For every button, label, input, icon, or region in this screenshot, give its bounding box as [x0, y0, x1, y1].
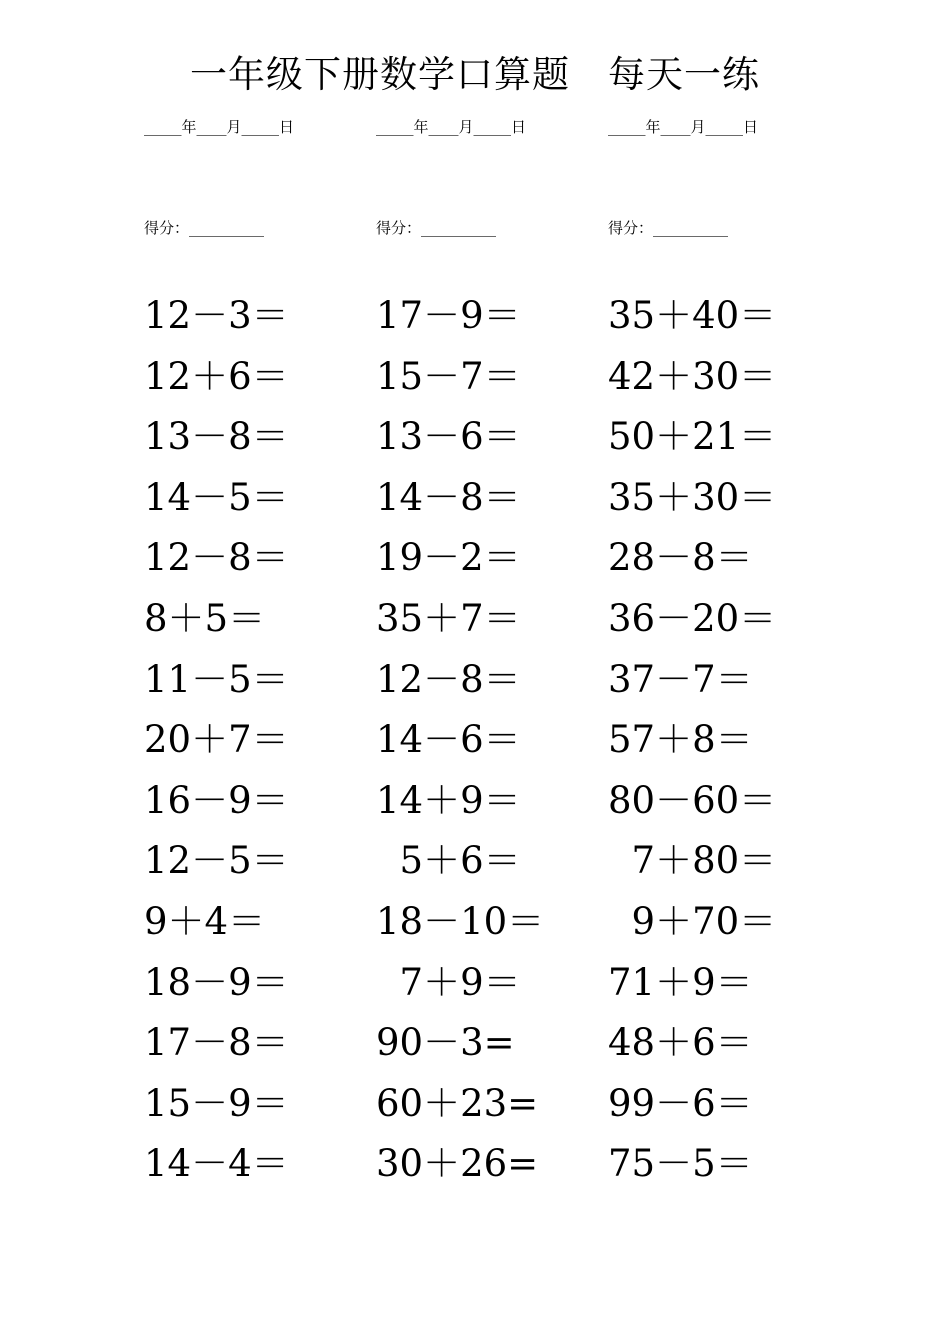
problem: 17－9＝: [376, 294, 521, 337]
problem: 18－10＝: [376, 899, 545, 943]
date-field-3[interactable]: _____年____月_____日: [608, 118, 759, 136]
problem: 99－6＝: [608, 1081, 753, 1125]
problem: 5＋6＝: [376, 839, 521, 883]
problem: 36－20＝: [608, 596, 777, 640]
problem: 15－7＝: [376, 354, 521, 398]
problem: 11－5＝: [144, 657, 289, 701]
problem: 20＋7＝: [144, 718, 289, 762]
problem: 9＋70＝: [608, 899, 777, 943]
problem: 15－9＝: [144, 1081, 289, 1125]
problem: 60＋23=: [376, 1081, 539, 1125]
problem: 13－6＝: [376, 415, 521, 459]
problem: 12－8＝: [376, 657, 521, 701]
problem-column-2: [376, 286, 606, 1195]
problem: 14－4＝: [144, 1142, 289, 1186]
problem: 90－3=: [376, 1021, 515, 1065]
problem: 57＋8＝: [608, 718, 753, 762]
problem: 14＋9＝: [376, 778, 521, 822]
problem: 19－2＝: [376, 536, 521, 580]
problem: 50＋21＝: [608, 415, 777, 459]
problem: 80－60＝: [608, 778, 777, 822]
problem: 30＋26=: [376, 1142, 539, 1186]
problem: 9＋4＝: [144, 899, 266, 943]
problem: 12－8＝: [144, 536, 289, 580]
problem: 14－8＝: [376, 475, 521, 519]
date-field-1[interactable]: _____年____月_____日: [144, 118, 295, 136]
score-field-1[interactable]: 得分：__________: [144, 219, 265, 237]
problem: 17－8＝: [144, 1021, 289, 1065]
score-field-3[interactable]: 得分：__________: [608, 219, 729, 237]
date-field-2[interactable]: _____年____月_____日: [376, 118, 527, 136]
problem: 71＋9＝: [608, 960, 753, 1004]
problem: 12－3＝: [144, 294, 289, 337]
problem: 42＋30＝: [608, 354, 777, 398]
problem: 14－6＝: [376, 718, 521, 762]
problem: 14－5＝: [144, 475, 289, 519]
problem: 75－5＝: [608, 1142, 753, 1186]
problem: 7＋9＝: [376, 960, 521, 1004]
problem: 16－9＝: [144, 778, 289, 822]
problem: 48＋6＝: [608, 1021, 753, 1065]
problem: 8＋5＝: [144, 596, 266, 640]
problem: 35＋40＝: [608, 294, 777, 337]
problem: 12＋6＝: [144, 354, 289, 398]
page-title: 一年级下册数学口算题 每天一练: [190, 53, 760, 96]
problem: 35＋7＝: [376, 596, 521, 640]
problem-column-3: [608, 286, 838, 1195]
problem: 12－5＝: [144, 839, 289, 883]
score-field-2[interactable]: 得分：__________: [376, 219, 497, 237]
problem: 28－8＝: [608, 536, 753, 580]
problem: 35＋30＝: [608, 475, 777, 519]
problem: 18－9＝: [144, 960, 289, 1004]
problem: 7＋80＝: [608, 839, 777, 883]
problem: 37－7＝: [608, 657, 753, 701]
problem: 13－8＝: [144, 415, 289, 459]
problem-column-1: [144, 286, 374, 1195]
